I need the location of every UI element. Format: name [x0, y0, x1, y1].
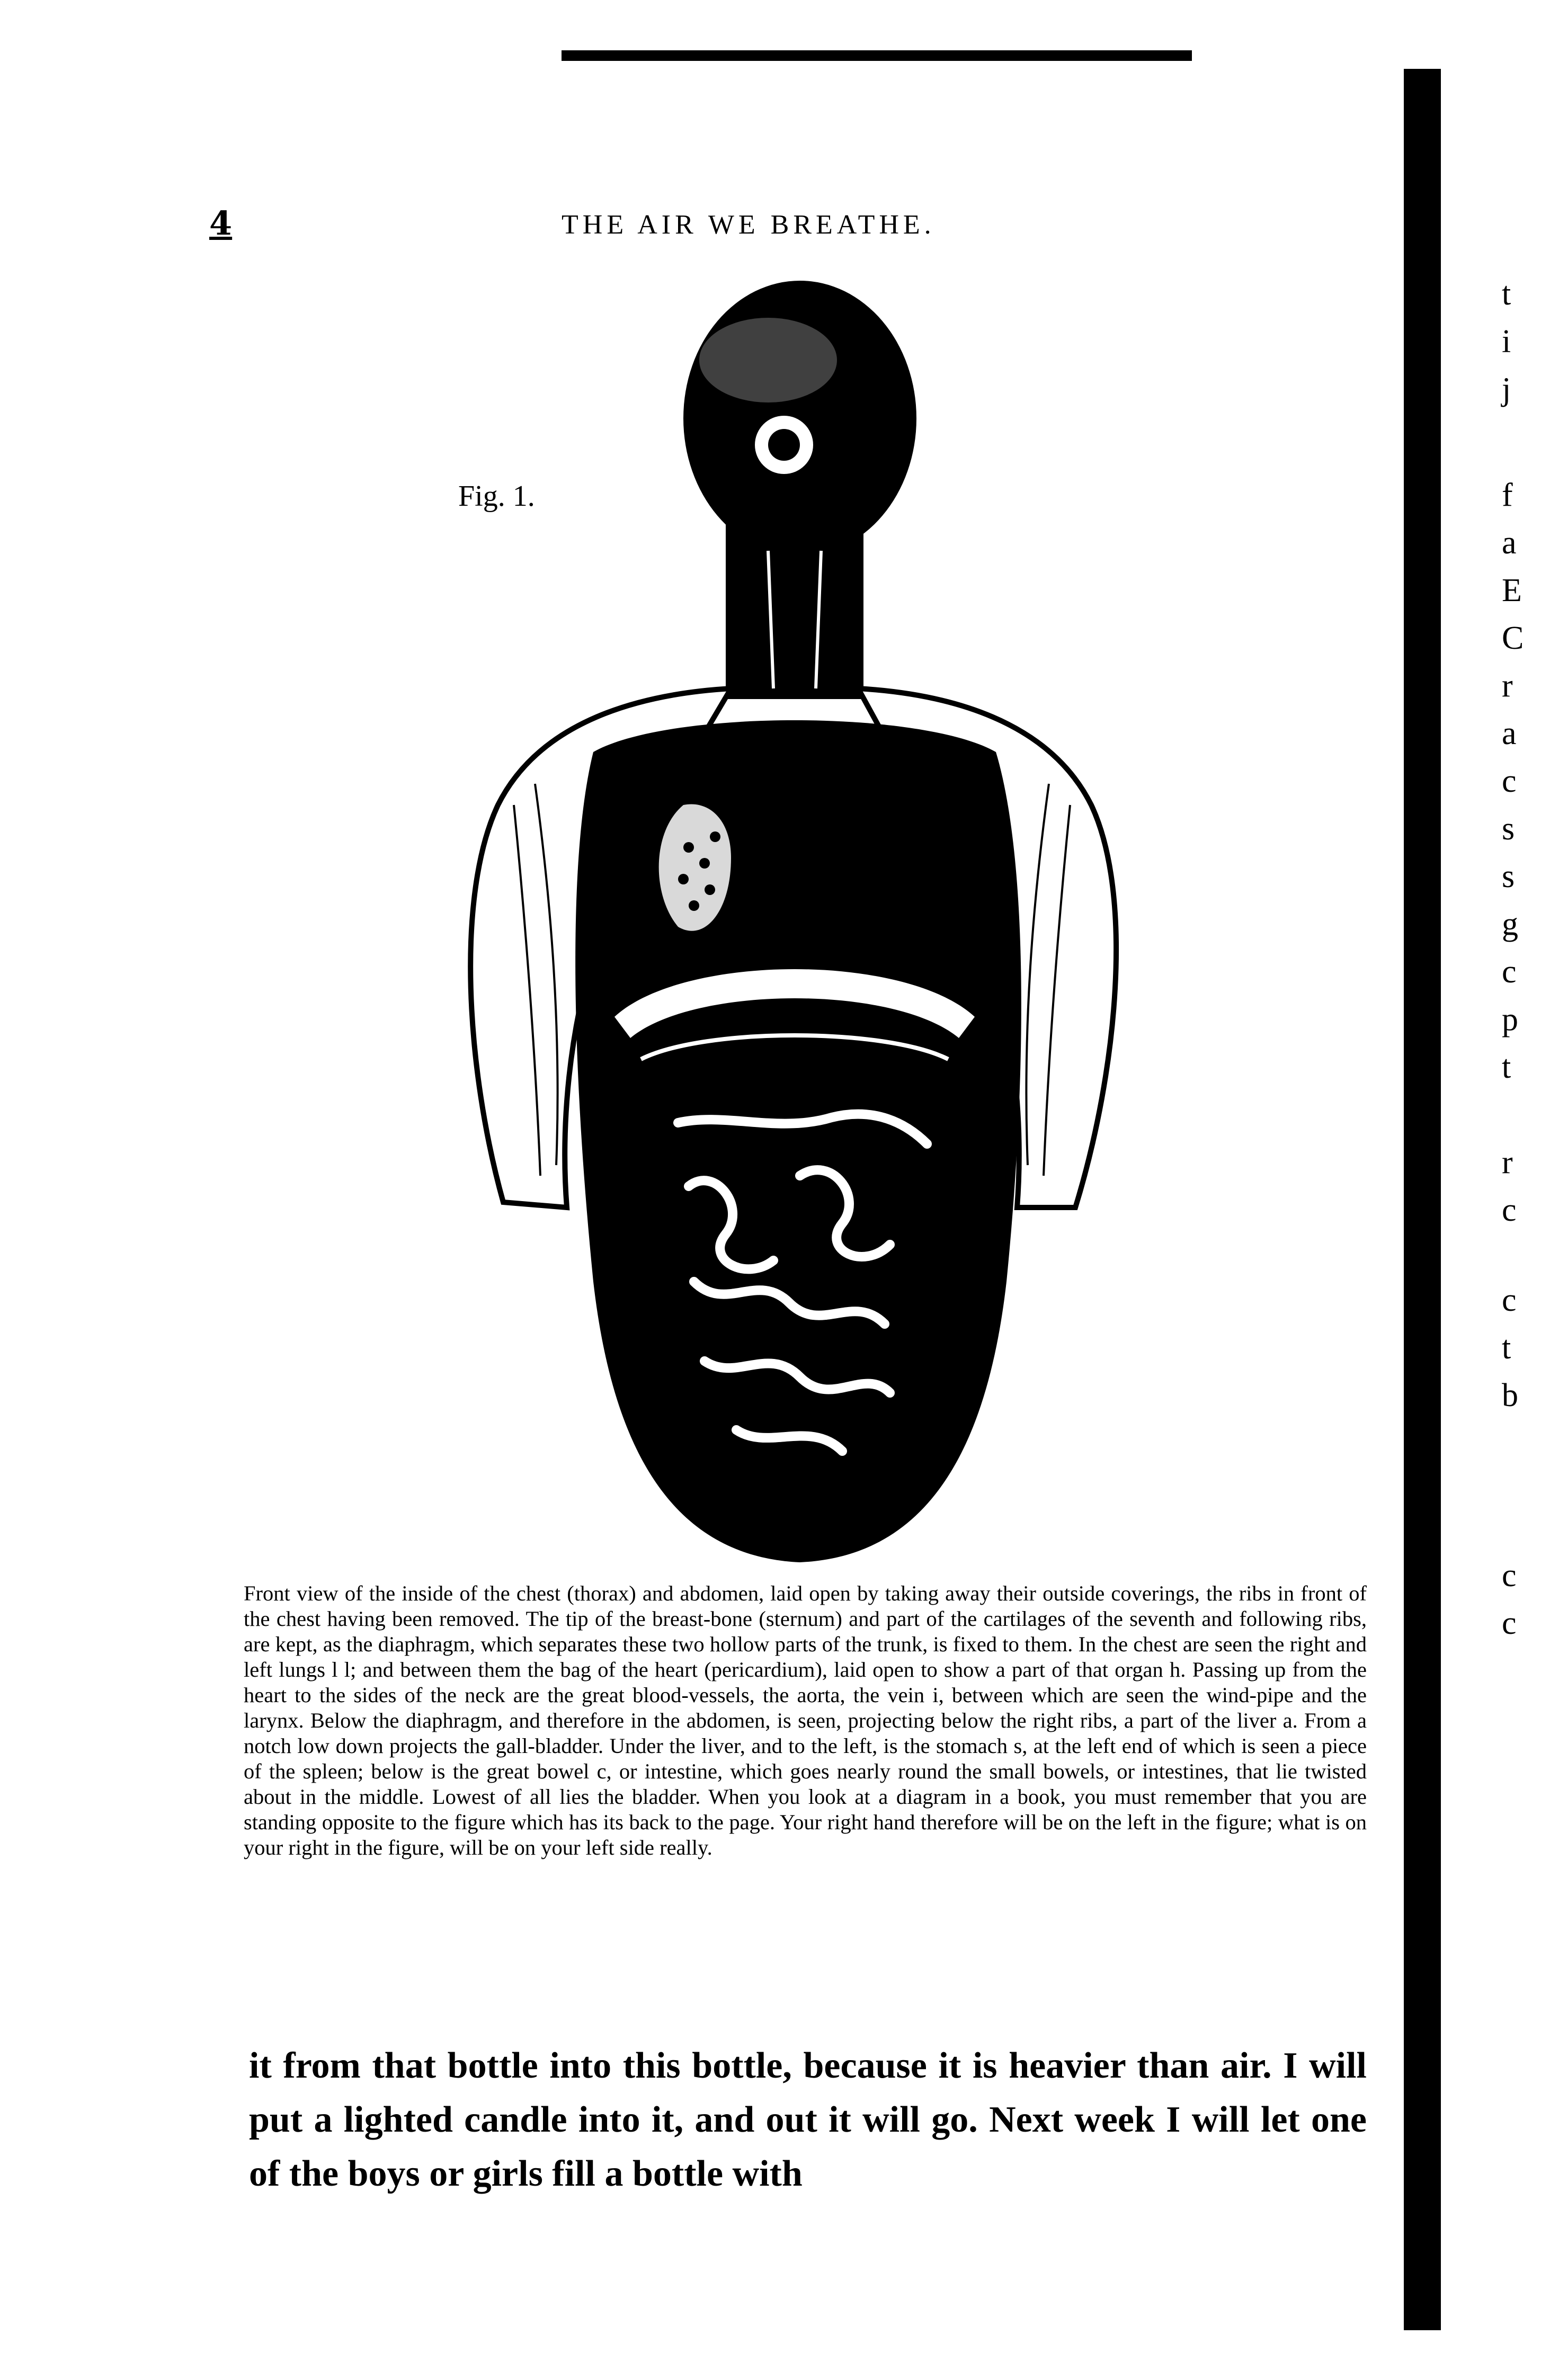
- margin-letter: t: [1502, 1330, 1511, 1366]
- margin-letter: b: [1502, 1377, 1518, 1413]
- margin-letter: p: [1502, 1001, 1518, 1037]
- figure-label: Fig. 1.: [458, 480, 535, 513]
- margin-letter: r: [1502, 1144, 1513, 1180]
- margin-letter: t: [1502, 276, 1511, 312]
- page-edge-bar: [1404, 69, 1441, 2330]
- margin-letter: c: [1502, 1282, 1517, 1318]
- margin-letter: f: [1502, 477, 1513, 513]
- margin-letter: s: [1502, 811, 1515, 847]
- skull-highlight: [699, 318, 837, 402]
- page-number: 4: [209, 204, 233, 243]
- margin-letter: C: [1502, 620, 1524, 656]
- anatomical-illustration: [366, 275, 1192, 1568]
- head: [683, 281, 916, 556]
- top-rule: [562, 50, 1192, 61]
- body-text: [249, 2039, 1367, 2201]
- margin-letter: a: [1502, 715, 1517, 751]
- margin-letter: E: [1502, 572, 1522, 609]
- figure-caption: [244, 1581, 1367, 1860]
- margin-letter: t: [1502, 1049, 1511, 1085]
- margin-letter: g: [1502, 906, 1518, 942]
- margin-letter: s: [1502, 858, 1515, 894]
- margin-letter: c: [1502, 954, 1517, 990]
- margin-letter: i: [1502, 324, 1511, 360]
- caption-text: Front view of the inside of the chest (thorax) and abdomen, laid open by taking away their outside coverings, the ribs in front of the chest having been removed. The tip of the breast-bone (sternum) and part of the cartilages of the seventh and following ribs, are kept, as the diaphragm, which separates these two hollow parts of the trunk, is fixed to them. In the chest are seen the right and left lungs l l; and between them the bag of the heart (pericardium), laid open to show a part of that organ h. Passing up from the heart to the sides of the neck are the great blood-vessels, the aorta, the vein i, between which are seen the wind-pipe and the larynx. Below the diaphragm, and therefore in the abdomen, is seen, projecting below the right ribs, a part of the liver a. From a notch low down projects the gall-bladder. Under the liver, and to the left, is the stomach s, at the left end of which is seen a piece of the spleen; below is the great bowel c, or intestine, which goes nearly round the small bowels, or intestines, that lie twisted about in the middle. Lowest of all lies the bladder. When you look at a diagram in a book, you must remember that you are standing opposite to the figure which has its back to the page. Your right hand therefore will be on the left in the figure; what is on your right in the figure, will be on your left side really.: [244, 1581, 1367, 1859]
- margin-letter: r: [1502, 668, 1513, 704]
- margin-letter: c: [1502, 1605, 1517, 1641]
- margin-letter: c: [1502, 1192, 1517, 1228]
- margin-letter: j: [1502, 371, 1511, 407]
- margin-letter: c: [1502, 1558, 1517, 1594]
- margin-letter: a: [1502, 525, 1517, 561]
- neck: [726, 524, 863, 699]
- margin-letter: c: [1502, 763, 1517, 799]
- body-paragraph: it from that bottle into this bottle, because it is heavier than air. I will put a lighted candle into it, and out it will go. Next week I will let one of the boys or girls fill a bottle with: [249, 2045, 1367, 2194]
- running-title: THE AIR WE BREATHE.: [562, 210, 936, 240]
